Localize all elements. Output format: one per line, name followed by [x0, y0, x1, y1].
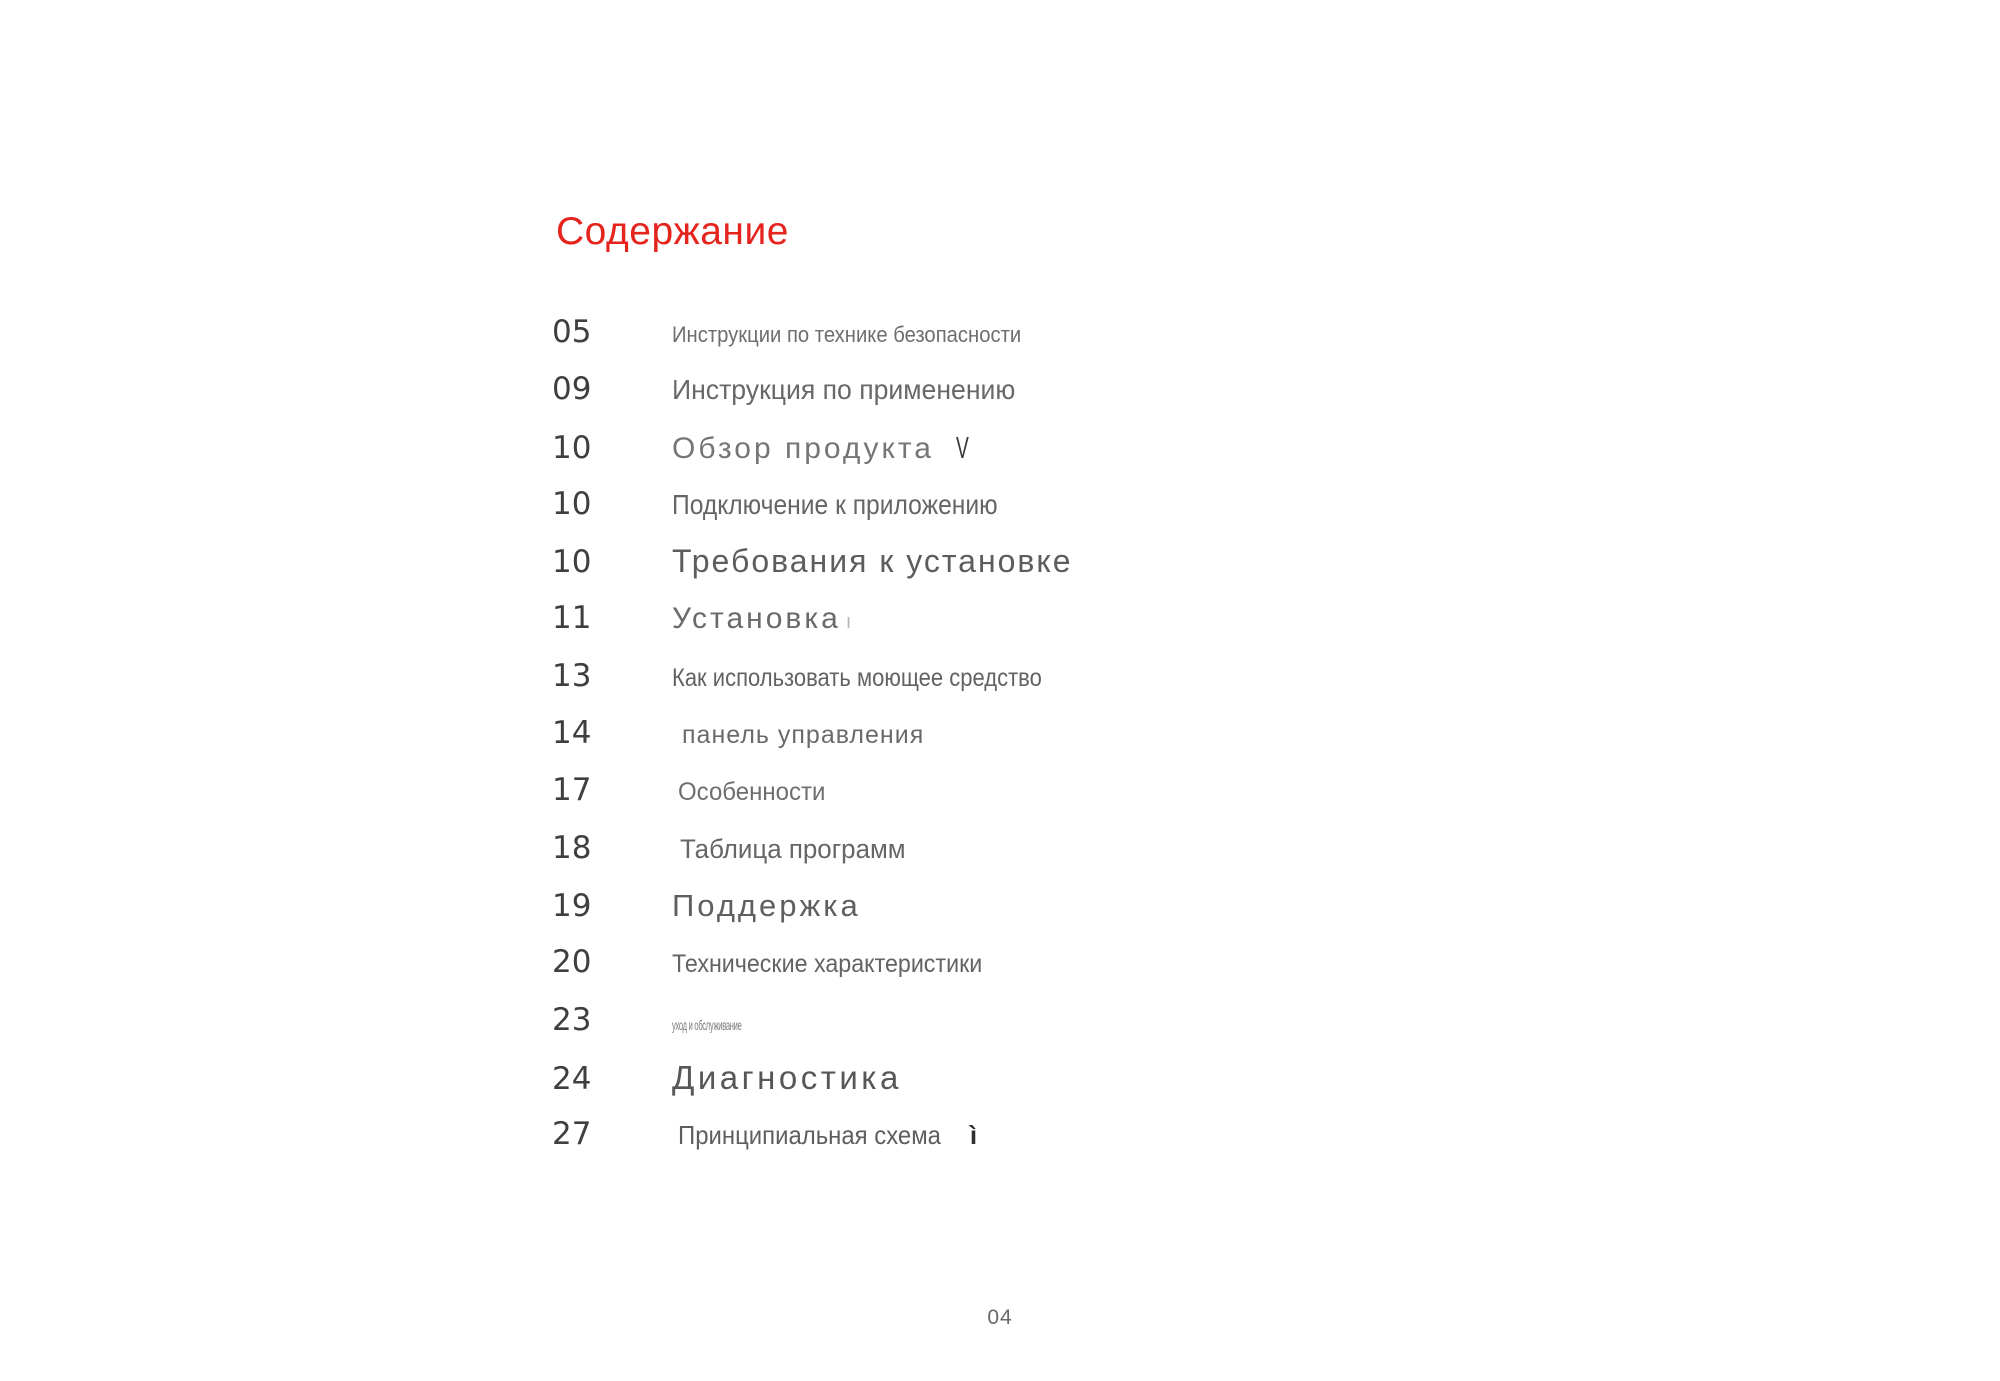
toc-page-number: 14 — [552, 715, 592, 752]
toc-entry-label: Особенности — [678, 778, 826, 807]
toc-page-number: 05 — [552, 314, 592, 350]
toc-entry — [552, 992, 1092, 1049]
toc-page-number: 19 — [552, 887, 592, 924]
toc-page-number: 24 — [552, 1060, 592, 1097]
table-of-contents — [552, 304, 1092, 1163]
toc-entry — [552, 533, 1092, 590]
toc-entry — [552, 476, 1092, 533]
toc-entry-label: Диагностика — [672, 1058, 902, 1096]
toc-entry-label: Установка — [672, 602, 841, 636]
toc-entry — [552, 419, 1092, 476]
toc-entry — [552, 820, 1092, 877]
toc-page-number: 20 — [552, 944, 592, 981]
toc-entry — [552, 762, 1092, 819]
toc-entry — [552, 934, 1092, 991]
toc-entry-label: Как использовать моющее средство — [672, 663, 1042, 692]
toc-entry — [552, 705, 1092, 762]
toc-entry-suffix-mark: ì — [969, 1120, 978, 1151]
toc-entry-label: Принципиальная схема — [678, 1120, 941, 1151]
toc-entry — [552, 304, 1092, 361]
toc-page-number: 13 — [552, 657, 592, 694]
toc-page-number: 10 — [552, 485, 592, 522]
toc-page-number: 23 — [552, 1001, 592, 1038]
toc-page-number: 10 — [552, 544, 592, 581]
toc-entry-label: Технические характеристики — [672, 950, 983, 979]
toc-entry-label: Требования к установке — [672, 543, 1073, 580]
footer-page-number: 04 — [987, 1306, 1013, 1329]
toc-entry — [552, 877, 1092, 934]
toc-page-number: 11 — [552, 600, 592, 637]
toc-entry-label: панель управления — [682, 721, 925, 750]
toc-entry-label: Таблица программ — [680, 833, 906, 864]
toc-page-number: 18 — [552, 829, 592, 866]
toc-entry — [552, 590, 1092, 647]
toc-entry-label: Инструкции по технике безопасности — [672, 322, 1022, 347]
toc-entry-suffix-mark: V — [956, 429, 969, 465]
toc-entry-label: Обзор продукта — [672, 431, 934, 465]
toc-page-number: 17 — [552, 772, 592, 809]
toc-entry-label-compressed: уход и обслуживание — [672, 1016, 742, 1034]
toc-entry-suffix-mark: ı — [845, 611, 852, 634]
toc-page-number: 09 — [552, 371, 592, 408]
toc-page-number: 10 — [552, 429, 592, 466]
page-title: Содержание — [556, 210, 789, 253]
toc-entry-label: Инструкция по применению — [672, 374, 1016, 406]
toc-entry-label: Подключение к приложению — [672, 488, 998, 520]
toc-entry — [552, 1106, 1092, 1163]
toc-entry-label: Поддержка — [672, 887, 861, 923]
toc-entry — [552, 648, 1092, 705]
toc-page-number: 27 — [552, 1116, 592, 1153]
toc-entry — [552, 1049, 1092, 1106]
toc-entry — [552, 361, 1092, 418]
